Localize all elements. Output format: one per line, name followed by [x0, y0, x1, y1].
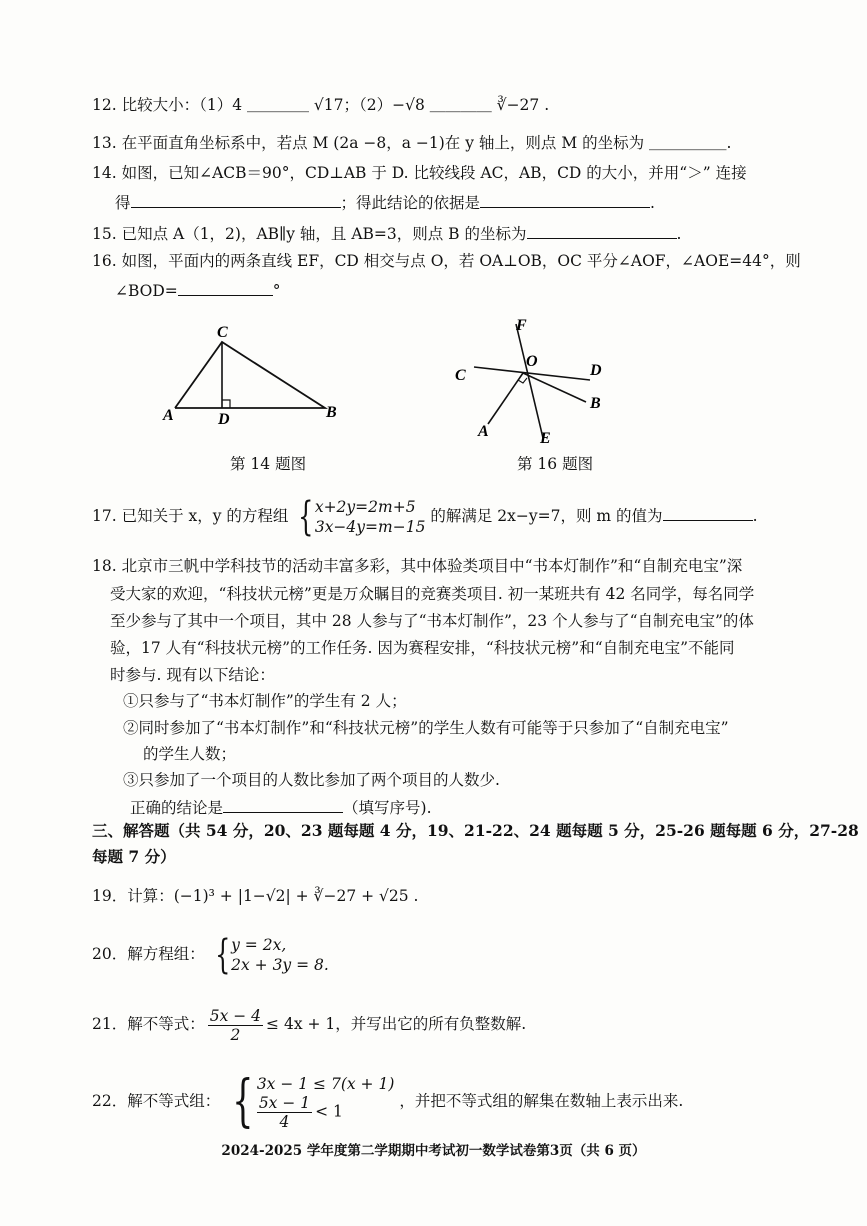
figure-14-caption: 第 14 题图 — [230, 455, 307, 473]
q17-tail: 的解满足 2x−y=7，则 m 的值为 — [430, 507, 663, 525]
q18-answer-line — [130, 796, 432, 819]
q16-lead: ∠BOD= — [115, 282, 178, 300]
label-b16: B — [590, 395, 601, 412]
q15-answer-blank[interactable] — [527, 222, 677, 239]
question-18-line-4: 验，17 人有“科技状元榜”的工作任务. 因为赛程安排，“科技状元榜”和“自制充电宝”不能同 — [110, 639, 735, 657]
question-21 — [92, 1002, 526, 1046]
label-d16: D — [590, 362, 602, 379]
question-18-line-5: 时参与. 现有以下结论： — [110, 666, 275, 684]
label-c16: C — [455, 367, 466, 384]
question-12: 12. 比较大小：（1）4 ＿＿＿＿ √17；（2）−√8 ＿＿＿＿ ∛−27 . — [92, 96, 550, 114]
question-22: 22．解不等式组： { 3x − 1 ≤ 7(x + 1) $\frac{5x - 1}{4}$ < 1 ，并把不等式组的解集在数轴上表示出来. — [92, 1069, 684, 1134]
label-d: D — [218, 411, 230, 428]
q17-system — [315, 497, 426, 537]
section-3-heading-cont: 每题 7 分） — [92, 847, 176, 866]
q17-lead: 17. 已知关于 x，y 的方程组 — [92, 507, 289, 525]
question-16-line-1: 16. 如图，平面内的两条直线 EF，CD 相交与点 O，若 OA⊥OB，OC 平分∠AOF，∠AOE=44°，则 — [92, 252, 801, 270]
question-14-line-1: 14. 如图，已知∠ACB＝90°，CD⊥AB 于 D. 比较线段 AC，AB，CD 的大小，并用“＞” 连接 — [92, 164, 747, 182]
q22-lt: < 1 — [315, 1102, 343, 1120]
q18-answer-lead: 正确的结论是 — [130, 799, 224, 817]
label-f: F — [516, 318, 527, 334]
question-17: 17. 已知关于 x，y 的方程组 { x+2y=2m+5 3x−4y=m−15 的解满足 2x−y=7，则 m 的值为 . — [92, 494, 758, 540]
q22-eq2 — [257, 1094, 395, 1131]
question-15: 15. 已知点 A（1，2)，AB∥y 轴，且 AB=3，则点 B 的坐标为 . — [92, 222, 681, 245]
label-o: O — [526, 353, 538, 370]
q22-fraction — [257, 1094, 312, 1131]
triangle-acb — [175, 342, 325, 408]
q18-conclusion-2-cont: 的学生人数； — [143, 745, 237, 763]
q21-denominator: 2 — [230, 1025, 241, 1044]
q17-eq2: 3x−4y=m−15 — [314, 518, 426, 536]
question-16-line-2 — [115, 279, 281, 302]
q14-answer-blank-1[interactable] — [131, 191, 341, 208]
question-18-line-3: 至少参与了其中一个项目，其中 28 人参与了“书本灯制作”，23 个人参与了“自制充电宝”的体 — [110, 612, 754, 630]
right-angle-mark-d — [222, 400, 230, 408]
q17-answer-blank[interactable] — [663, 504, 753, 521]
q20-eq1: y = 2x, — [231, 936, 287, 954]
label-a16: A — [478, 423, 489, 440]
q18-answer-blank[interactable] — [223, 796, 343, 813]
q21-fraction — [208, 1007, 263, 1044]
q18-conclusion-1: ①只参与了“书本灯制作”的学生有 2 人； — [123, 692, 407, 710]
ray-oa — [488, 373, 523, 424]
question-14-line-2: 得 ；得此结论的依据是 . — [115, 191, 655, 214]
label-e: E — [540, 430, 551, 447]
figure-16-lines — [450, 318, 620, 448]
question-13: 13. 在平面直角坐标系中，若点 M (2a −8，a −1)在 y 轴上，则点 M 的坐标为 ＿＿＿＿＿. — [92, 134, 732, 152]
q22-numerator: 5x − 1 — [258, 1093, 311, 1112]
q14-lead: 得 — [115, 194, 131, 212]
q21-tail: ≤ 4x + 1，并写出它的所有负整数解. — [266, 1015, 527, 1033]
ray-ob — [523, 373, 586, 402]
q15-text: 15. 已知点 A（1，2)，AB∥y 轴，且 AB=3，则点 B 的坐标为 — [92, 225, 527, 243]
q18-answer-tail: （填写序号). — [343, 799, 432, 817]
q22-system — [257, 1074, 395, 1131]
q22-denominator: 4 — [279, 1112, 290, 1131]
q22-eq1: 3x − 1 ≤ 7(x + 1) — [256, 1074, 395, 1093]
q20-system — [231, 935, 329, 975]
q18-conclusion-3: ③只参加了一个项目的人数比参加了两个项目的人数少. — [123, 771, 500, 789]
q14-mid: ；得此结论的依据是 — [340, 194, 481, 212]
q20-lead: 20．解方程组： — [92, 945, 205, 963]
q21-lead: 21．解不等式： — [92, 1015, 205, 1033]
q16-answer-blank[interactable] — [178, 279, 273, 296]
question-19: 19．计算：(−1)³ + |1−√2| + ∛−27 + √25 . — [92, 887, 419, 905]
q14-answer-blank-2[interactable] — [480, 191, 650, 208]
label-b: B — [326, 404, 337, 421]
q20-eq2: 2x + 3y = 8. — [231, 956, 329, 974]
q22-tail: ，并把不等式组的解集在数轴上表示出来. — [399, 1092, 684, 1110]
question-18-line-1: 18. 北京市三帆中学科技节的活动丰富多彩，其中体验类项目中“书本灯制作”和“自制充电宝”深 — [92, 557, 743, 575]
label-a: A — [163, 407, 174, 424]
q16-degree: ° — [272, 282, 281, 300]
q18-conclusion-2: ②同时参加了“书本灯制作”和“科技状元榜”的学生人数有可能等于只参加了“自制充电宝” — [123, 719, 729, 737]
figure-16-caption: 第 16 题图 — [517, 455, 594, 473]
question-18-line-2: 受大家的欢迎，“科技状元榜”更是万众瞩目的竞赛类项目. 初一某班共有 42 名同学，每名同学 — [110, 585, 755, 603]
page-footer: 2024-2025 学年度第二学期期中考试初一数学试卷第3页（共 6 页） — [221, 1143, 646, 1159]
label-c: C — [217, 324, 228, 341]
section-3-heading: 三、解答题（共 54 分，20、23 题每题 4 分，19、21-22、24 题每题 5 分，25-26 题每题 6 分，27-28 — [92, 821, 859, 840]
q17-eq1: x+2y=2m+5 — [314, 498, 416, 516]
q22-lead: 22．解不等式组： — [92, 1092, 221, 1110]
q21-numerator: 5x − 4 — [209, 1006, 262, 1025]
question-20: 20．解方程组： { y = 2x, 2x + 3y = 8. — [92, 932, 329, 978]
